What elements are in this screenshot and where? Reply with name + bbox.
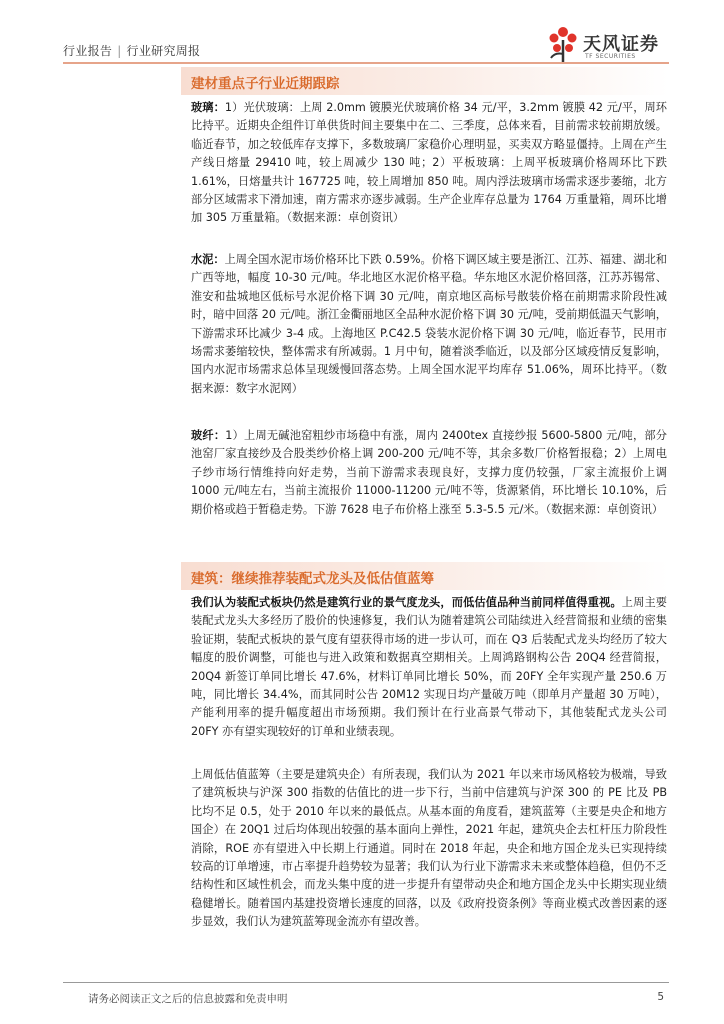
report-type: 行业报告	[63, 44, 113, 58]
page-number: 5	[657, 991, 664, 1003]
header-divider	[63, 62, 669, 64]
prefab-lead: 我们认为装配式板块仍然是建筑行业的景气度龙头，而低估值品种当前同样值得重视。	[191, 596, 622, 609]
fiberglass-lead: 玻纤：	[191, 429, 226, 442]
breadcrumb-separator: |	[117, 44, 122, 58]
glass-lead: 玻璃：	[191, 101, 225, 114]
footer-disclaimer: 请务必阅读正文之后的信息披露和免责申明	[88, 993, 288, 1005]
section-title-construction	[181, 562, 669, 590]
section-title-text: 建筑：继续推荐装配式龙头及低估值蓝筹	[191, 571, 434, 587]
bluechip-text: 上周低估值蓝筹（主要是建筑央企）有所表现，我们认为 2021 年以来市场风格较为极端，导致了建筑板块与沪深 300 指数的估值比的进一步下行，当前中信建筑与沪深 300 的 PE 比及 PB 比均不足 0.5，处于 2010 年以来的最低点。从基本面的角度看，建筑蓝筹（主要是央企和地方国企）在 20Q1 过后均体现出较强的基本面向上弹性，2021 年起，建筑央企去杠杆压力阶段性消除，ROE 亦有望进入中长期上行通道。同时在 2018 年起，央企和地方国企龙头已实现持续较高的订单增速，市占率提升趋势较为显著；我们认为行业下游需求未来或整体趋稳，但仍不乏结构性和区域性机会，而龙头集中度的进一步提升有望带动央企和地方国企龙头中长期实现业绩稳健增长。随着国内基建投资增长速度的回落，以及《政府投资条例》等商业模式改善因素的逐步显效，我们认为建筑蓝筹现金流亦有望改善。	[191, 768, 667, 929]
logo-english-name: TF SECURITIES	[585, 53, 636, 60]
paragraph-prefab	[191, 594, 667, 741]
logo-chinese-name: 天风证券	[583, 34, 659, 55]
cement-text: 上周全国水泥市场价格环比下跌 0.59%。价格下调区域主要是浙江、江苏、福建、湖北和广西等地，幅度 10-30 元/吨。华北地区水泥价格平稳。华东地区水泥价格回落，江苏苏锡常、淮安和盐城地区低标号水泥价格下调 30 元/吨，南京地区高标号散装价格在前期需求阶段性减时，暗中回落 20 元/吨。浙江金衢丽地区全品种水泥价格下调 30 元/吨，受前期低温天气影响，下游需求环比减少 3-4 成。上海地区 P.C42.5 袋装水泥价格下调 30 元/吨，临近春节，民用市场需求萎缩较快，整体需求有所减弱。1 月中旬，随着淡季临近，以及部分区域疫情反复影响，国内水泥市场需求总体呈现缓慢回落态势。上周全国水泥平均库存 51.06%，周环比持平。（数据来源：数字水泥网）	[191, 253, 667, 395]
breadcrumb	[63, 42, 200, 59]
report-category: 行业研究周报	[126, 44, 201, 58]
glass-text: 1）光伏玻璃：上周 2.0mm 镀膜光伏玻璃价格 34 元/平，3.2mm 镀膜 42 元/平，周环比持平。近期央企组件订单供货时间主要集中在二、三季度，总体来看，目前需求较前期放缓。临近春节，加之较低库存支撑下，多数玻璃厂家稳价心理明显，买卖双方略显僵持。上周在产生产线日熔量 29410 吨，较上周减少 130 吨；2）平板玻璃：上周平板玻璃价格周环比下跌 1.61%，日熔量共计 167725 吨，较上周增加 850 吨。周内浮法玻璃市场需求逐步萎缩，北方部分区域需求下滑加速，南方需求亦逐步减弱。生产企业库存总量为 1764 万重量箱，周环比增加 305 万重量箱。（数据来源：卓创资讯）	[191, 101, 667, 225]
footer-divider	[63, 982, 669, 983]
paragraph-cement	[191, 251, 667, 398]
paragraph-glass	[191, 99, 667, 228]
fiberglass-text: 1）上周无碱池窑粗纱市场稳中有涨，周内 2400tex 直接纱报 5600-5800 元/吨，部分池窑厂家直接纱及合股类纱价格上调 200-200 元/吨不等，其余多数厂价格暂报稳；2）上周电子纱市场行情维持向好走势，当前下游需求表现良好，支撑力度仍较强，厂家主流报价上调 1000 元/吨左右，当前主流报价 11000-11200 元/吨不等，货源紧俏，环比增长 10.10%，后期价格或趋于暂稳走势。下游 7628 电子布价格上涨至 5.3-5.5 元/米。（数据来源：卓创资讯）	[191, 429, 667, 516]
paragraph-fiberglass	[191, 427, 667, 519]
cement-lead: 水泥：	[191, 253, 225, 266]
logo-flower-icon	[545, 24, 581, 64]
paragraph-bluechip	[191, 766, 667, 932]
section-title-materials	[181, 67, 669, 95]
prefab-text: 上周主要装配式龙头大多经历了股价的快速修复，我们认为随着建筑公司陆续进入经营简报和业绩的密集验证期，装配式板块的景气度有望获得市场的进一步认可，而在 Q3 后装配式龙头均经历了较大幅度的股价调整，可能也与进入政策和数据真空期相关。上周鸿路钢构公告 20Q4 经营简报，20Q4 新签订单同比增长 47.6%，材料订单同比增长 50%，而 20FY 全年实现产量 250.6 万吨，同比增长 34.4%，而其同时公告 20M12 实现日均产量破万吨（即单月产量超 30 万吨），产能利用率的提升幅度超出市场预期。我们预计在行业高景气带动下，其他装配式龙头公司 20FY 亦有望实现较好的订单和业绩表现。	[191, 596, 667, 738]
section-title-text: 建材重点子行业近期跟踪	[191, 76, 340, 92]
